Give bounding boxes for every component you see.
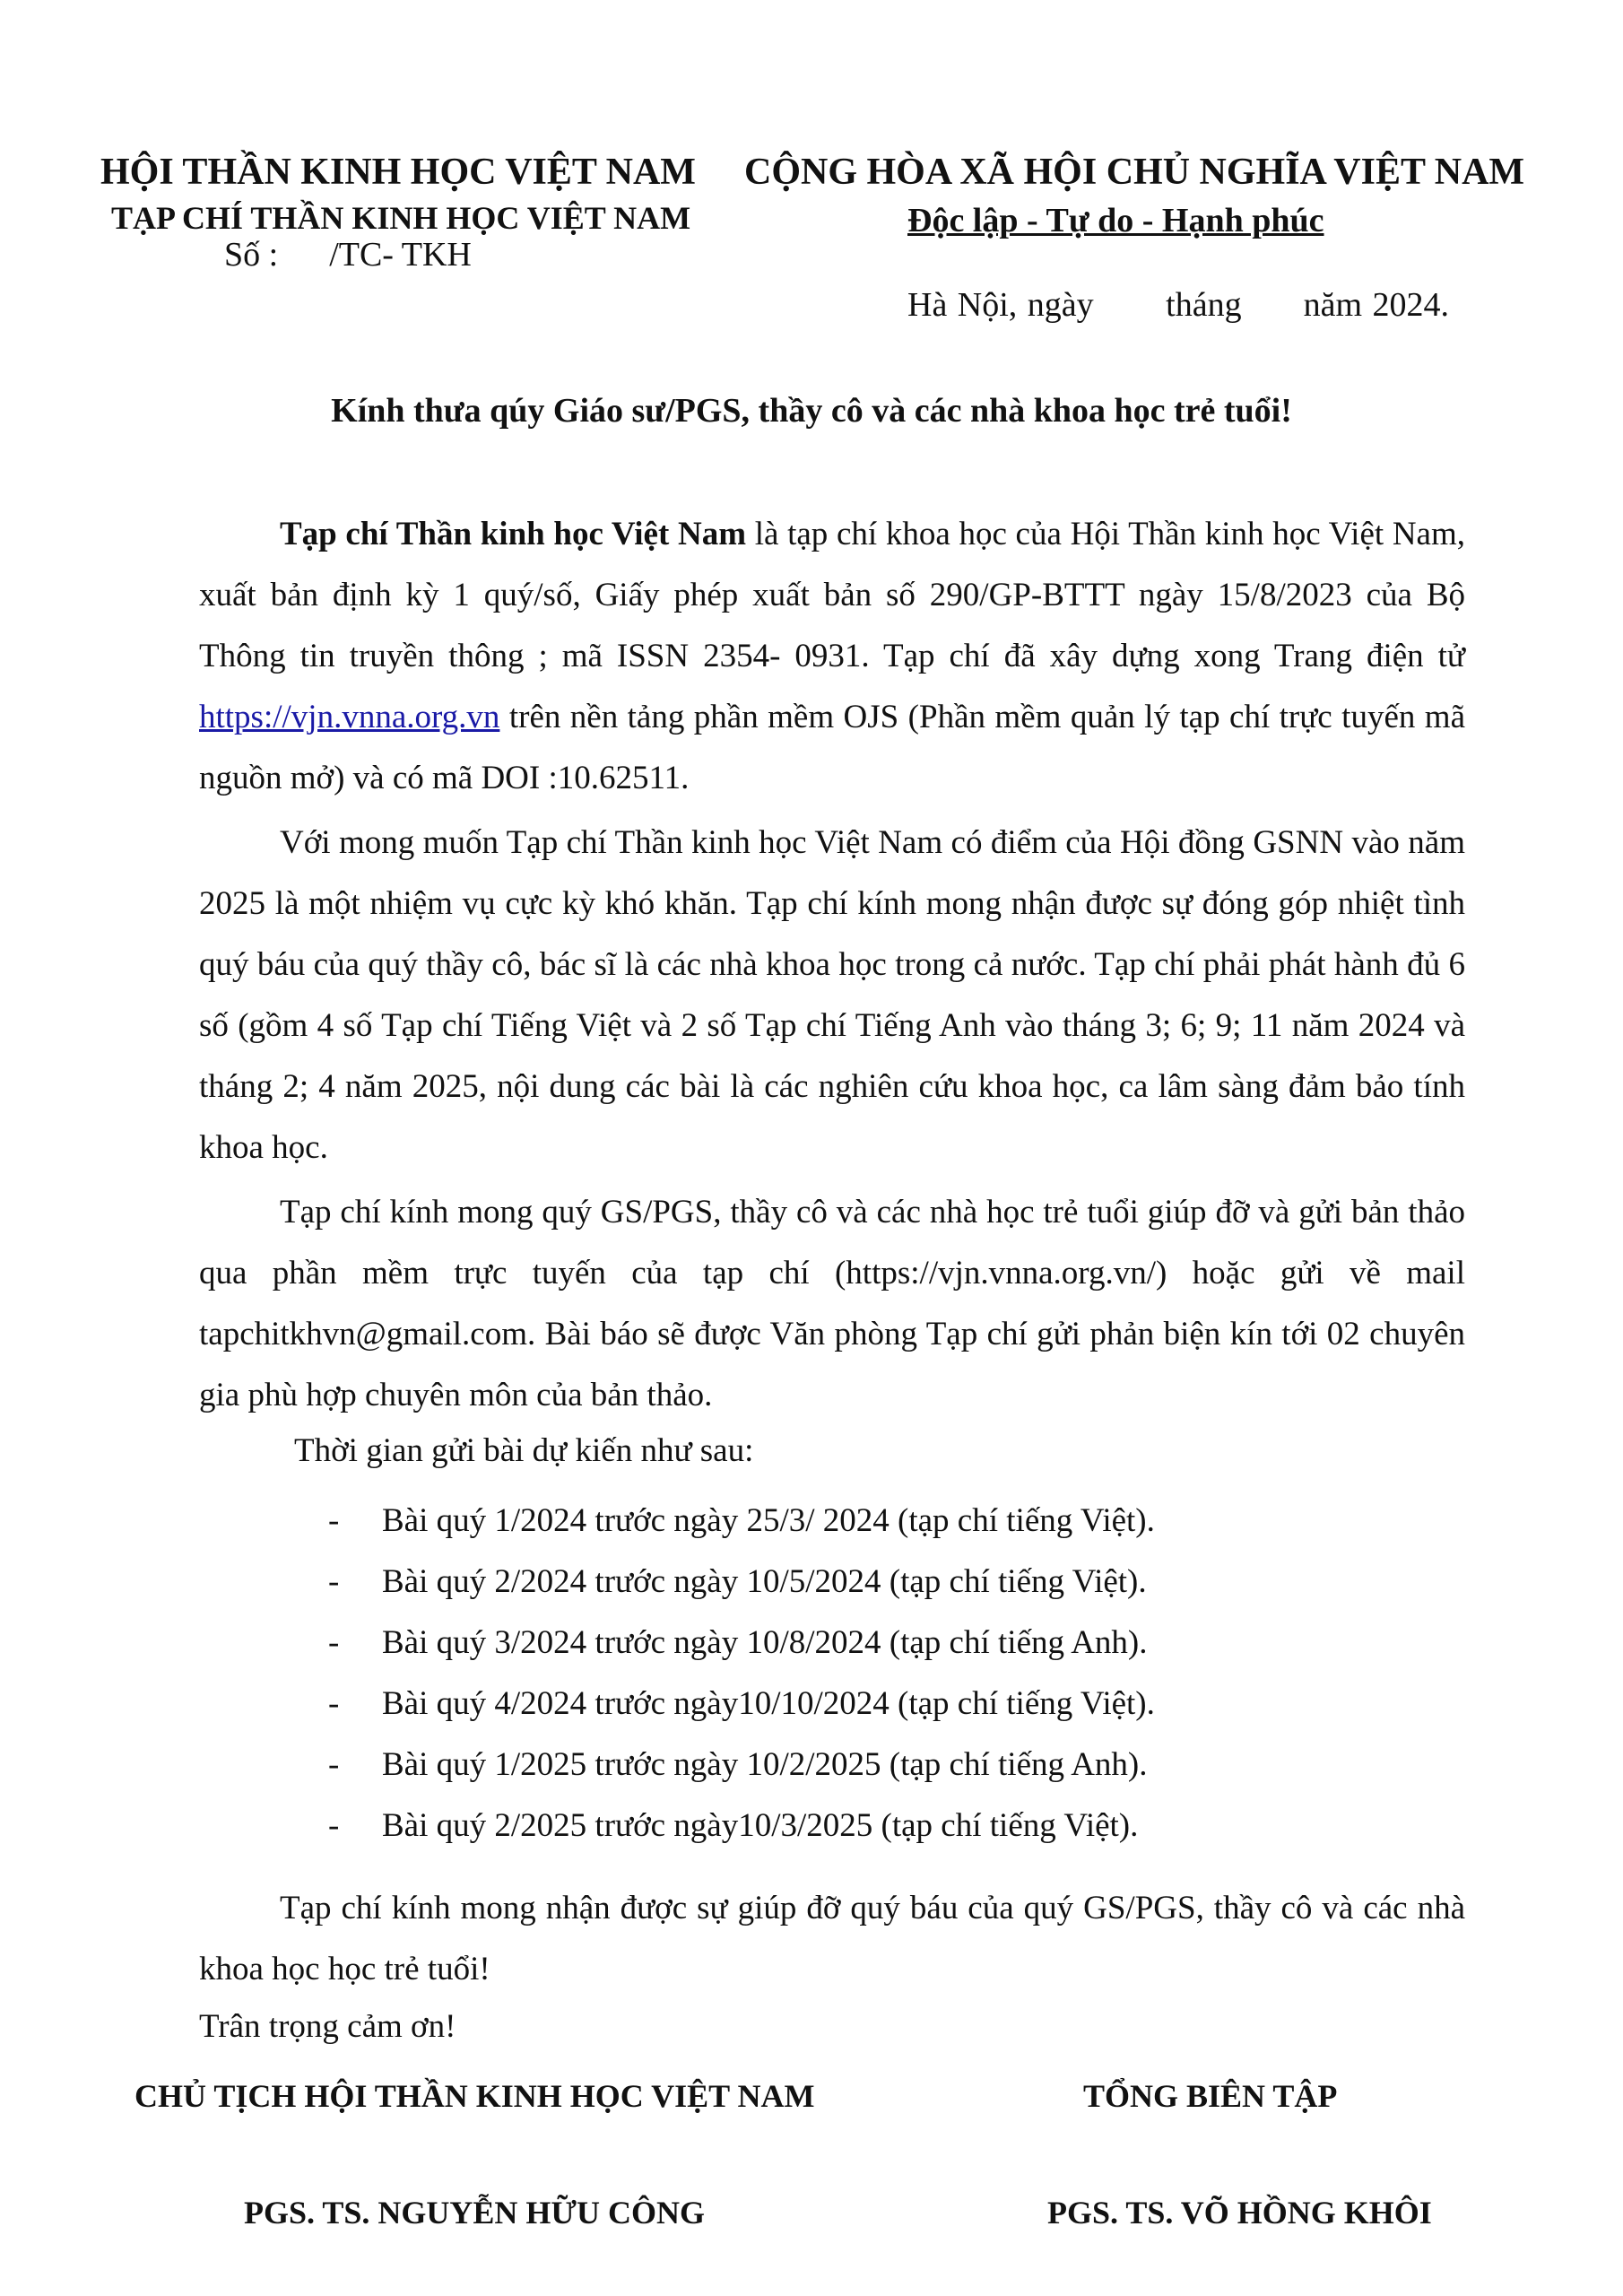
signature-left-name: PGS. TS. NGUYỄN HỮU CÔNG [244,2195,706,2231]
schedule-list [328,1491,1155,1857]
signature-right-title: TỔNG BIÊN TẬP [1083,2078,1338,2114]
dash-bullet: - [328,1807,340,1844]
paragraph-submission [199,1182,1465,1426]
paragraph-intro-text-a: là tạp chí khoa học của Hội Thần kinh học Việt Nam, xuất bản định kỳ 1 quý/số, Giấy phép xuất bản số 290/GP-BTTT ngày 15/8/2023 của Bộ Thông tin truyền thông ; mã ISSN 2354- 0931. Tạp chí đã xây dựng xong Trang điện tử [199,516,1465,674]
schedule-item-text: Bài quý 1/2025 trước ngày 10/2/2025 (tạp chí tiếng Anh). [382,1746,1148,1783]
schedule-item-text: Bài quý 2/2025 trước ngày10/3/2025 (tạp chí tiếng Việt). [382,1807,1139,1844]
document-number: Số : /TC- TKH [224,236,472,274]
schedule-item [328,1796,1155,1857]
dash-bullet: - [328,1746,340,1783]
salutation: Kính thưa qúy Giáo sư/PGS, thầy cô và các nhà khoa học trẻ tuổi! [331,392,1292,430]
website-link[interactable]: https://vjn.vnna.org.vn [199,699,500,735]
schedule-item [328,1491,1155,1552]
thanks-line: Trân trọng cảm ơn! [199,2008,456,2045]
place-date: Hà Nội, ngày tháng năm 2024. [907,286,1450,324]
signature-left-title: CHỦ TỊCH HỘI THẦN KINH HỌC VIỆT NAM [135,2078,815,2114]
schedule-item-text: Bài quý 1/2024 trước ngày 25/3/ 2024 (tạp chí tiếng Việt). [382,1502,1155,1539]
journal-name: Tạp chí Thần kinh học Việt Nam [280,516,747,552]
schedule-item-text: Bài quý 4/2024 trước ngày10/10/2024 (tạp chí tiếng Việt). [382,1685,1155,1722]
paragraph-goal-text: Với mong muốn Tạp chí Thần kinh học Việt Nam có điểm của Hội đồng GSNN vào năm 2025 là một nhiệm vụ cực kỳ khó khăn. Tạp chí kính mong nhận được sự đóng góp nhiệt tình quý báu của quý thầy cô, bác sĩ là các nhà khoa học trong cả nước. Tạp chí phải phát hành đủ 6 số (gồm 4 số Tạp chí Tiếng Việt và 2 số Tạp chí Tiếng Anh vào tháng 3; 6; 9; 11 năm 2024 và tháng 2; 4 năm 2025, nội dung các bài là các nghiên cứu khoa học, ca lâm sàng đảm bảo tính khoa học. [199,824,1465,1166]
paragraph-submission-text: Tạp chí kính mong quý GS/PGS, thầy cô và các nhà học trẻ tuổi giúp đỡ và gửi bản thảo qua phần mềm trực tuyến của tạp chí (https://vjn.vnna.org.vn/) hoặc gửi về mail tapchitkhvn@gmail.com. Bài báo sẽ được Văn phòng Tạp chí gửi phản biện kín tới 02 chuyên gia phù hợp chuyên môn của bản thảo. [199,1194,1465,1413]
paragraph-intro-text [199,504,1465,809]
schedule-item [328,1552,1155,1613]
schedule-intro: Thời gian gửi bài dự kiến như sau: [294,1432,754,1469]
national-title: CỘNG HÒA XÃ HỘI CHỦ NGHĨA VIỆT NAM [744,152,1525,193]
schedule-item-text: Bài quý 3/2024 trước ngày 10/8/2024 (tạp chí tiếng Anh). [382,1624,1148,1661]
dash-bullet: - [328,1563,340,1600]
paragraph-closing-text: Tạp chí kính mong nhận được sự giúp đỡ quý báu của quý GS/PGS, thầy cô và các nhà khoa học học trẻ tuổi! [199,1890,1465,1987]
left-sub-organization: TẠP CHÍ THẦN KINH HỌC VIỆT NAM [111,200,691,236]
left-organization: HỘI THẦN KINH HỌC VIỆT NAM [100,152,696,193]
schedule-item [328,1613,1155,1674]
dash-bullet: - [328,1624,340,1661]
schedule-item [328,1674,1155,1735]
paragraph-intro [199,504,1465,809]
paragraph-intro-text-b: trên nền tảng phần mềm OJS (Phần mềm quản lý tạp chí trực tuyến mã nguồn mở) và có mã DOI :10.62511. [199,699,1465,796]
dash-bullet: - [328,1685,340,1722]
schedule-item-text: Bài quý 2/2024 trước ngày 10/5/2024 (tạp chí tiếng Việt). [382,1563,1147,1600]
national-motto: Độc lập - Tự do - Hạnh phúc [907,202,1324,239]
signature-right-name: PGS. TS. VÕ HỒNG KHÔI [1047,2195,1432,2231]
paragraph-goal [199,813,1465,1178]
dash-bullet: - [328,1502,340,1539]
schedule-item [328,1735,1155,1796]
paragraph-closing [199,1878,1465,2000]
